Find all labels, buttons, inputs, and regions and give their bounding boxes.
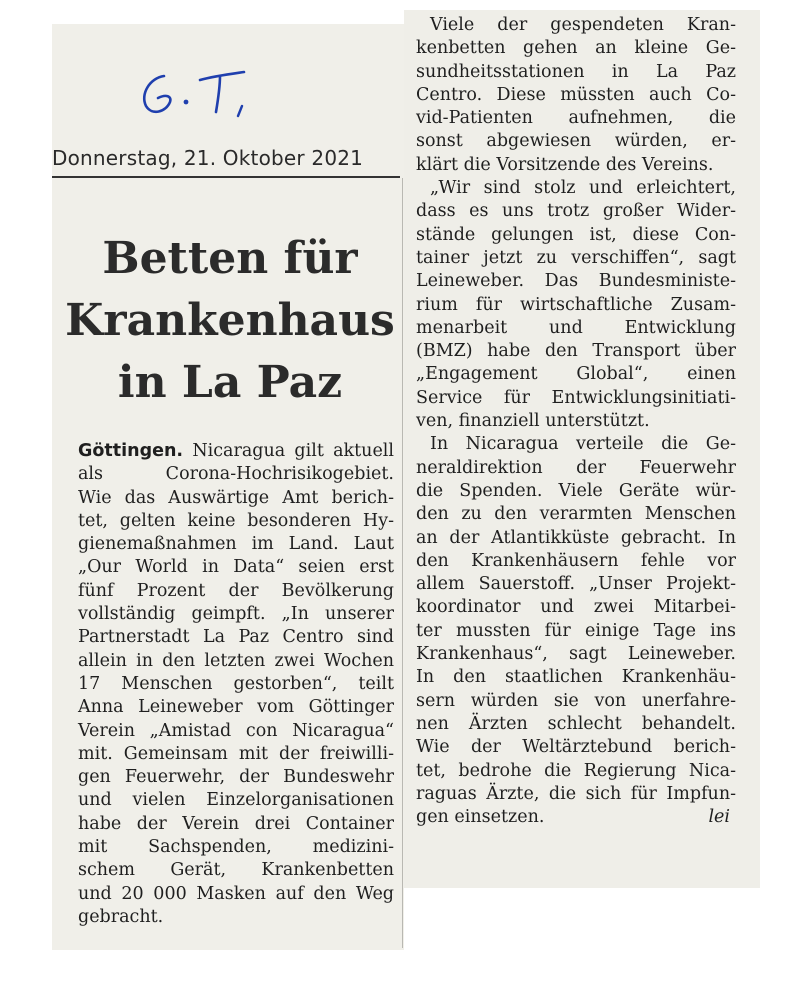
- author-initials: lei: [708, 807, 730, 828]
- article-text-line: und 20 000 Masken auf den Weg: [78, 883, 394, 904]
- article-text-fragment: Nicaragua gilt aktuell: [183, 441, 394, 461]
- article-text-line: Wie das Auswärtige Amt berich-: [78, 487, 394, 508]
- article-text-line: Viele der gespendeten Kran-: [430, 15, 736, 35]
- article-text-line: gen Feuerwehr, der Bundeswehr: [78, 767, 394, 788]
- article-text-line: den Krankenhäusern fehle vor: [416, 550, 736, 571]
- handwritten-note: [132, 56, 282, 126]
- headline: [60, 228, 400, 414]
- article-text-line: nen Ärzten schlecht behandelt.: [416, 713, 736, 734]
- article-text-line: sundheitsstationen in La Paz: [416, 61, 736, 82]
- article-text-line: [78, 440, 394, 463]
- article-text-line: gen einsetzen. lei: [416, 806, 736, 829]
- article-text-line: In den staatlichen Krankenhäu-: [416, 667, 736, 688]
- dateline-rule: [52, 176, 400, 178]
- article-text-line: sonst abgewiesen würden, er-: [416, 131, 736, 152]
- article-text-line: den zu den verarmten Menschen: [416, 504, 736, 525]
- dateline-place: Göttingen.: [78, 441, 184, 461]
- article-text-line: Centro. Diese müssten auch Co-: [416, 84, 736, 105]
- article-text-line: tet, bedrohe die Regierung Nica-: [416, 760, 736, 781]
- article-text-line: Partnerstadt La Paz Centro sind: [78, 627, 394, 648]
- article-text-line: 17 Menschen gestorben“, teilt: [78, 673, 394, 694]
- dateline: Donnerstag, 21. Oktober 2021: [52, 146, 364, 170]
- article-text-line: rium für wirtschaftliche Zusam-: [416, 294, 736, 315]
- article-text-line: In Nicaragua verteile die Ge-: [430, 434, 736, 455]
- article-text-line: allem Sauerstoff. „Unser Projekt-: [416, 574, 736, 595]
- article-text-line: und vielen Einzelorganisationen: [78, 790, 394, 811]
- article-text-line: habe der Verein drei Container: [78, 813, 394, 834]
- article-text-line: (BMZ) habe den Transport über: [416, 341, 736, 362]
- article-text-line: ven, finanziell unterstützt.: [416, 411, 650, 432]
- article-paragraph-2: [416, 14, 736, 177]
- article-text-line: an der Atlantikküste gebracht. In: [416, 527, 736, 548]
- column-divider: [402, 178, 403, 948]
- article-text-line: dass es uns trotz großer Wider-: [416, 201, 736, 222]
- article-text-line: gebracht.: [78, 906, 164, 927]
- article-text-line: Verein „Amistad con Nicaragua“: [78, 720, 394, 741]
- article-text-line: schem Gerät, Krankenbetten: [78, 860, 394, 881]
- article-text-line: mit. Gemeinsam mit der freiwilli-: [78, 743, 394, 764]
- article-text-line: kenbetten gehen an kleine Ge-: [416, 38, 736, 59]
- article-text-line: ter mussten für einige Tage ins: [416, 620, 736, 641]
- article-text-line: vid-Patienten aufnehmen, die: [416, 108, 736, 129]
- article-text-line: Wie der Weltärztebund berich-: [416, 737, 736, 758]
- article-paragraph-3: [416, 177, 736, 433]
- article-text-line: allein in den letzten zwei Wochen: [78, 650, 394, 671]
- article-text-line: raguas Ärzte, die sich für Impfun-: [416, 783, 736, 804]
- article-right-column: [416, 14, 736, 829]
- article-text-line: sern würden sie von unerfahre-: [416, 690, 736, 711]
- article-text-line: menarbeit und Entwicklung: [416, 317, 736, 338]
- headline-line-2: Krankenhaus: [65, 295, 395, 346]
- article-text-line: Krankenhaus“, sagt Leineweber.: [416, 644, 736, 665]
- article-paragraph-1: [78, 440, 394, 929]
- article-text-line: Anna Leineweber vom Göttinger: [78, 697, 394, 718]
- headline-line-3: in La Paz: [117, 357, 343, 408]
- article-text-line: fünf Prozent der Bevölkerung: [78, 580, 394, 601]
- article-text-line: „Engagement Global“, einen: [416, 364, 736, 385]
- article-text-line: klärt die Vorsitzende des Vereins.: [416, 154, 714, 175]
- article-paragraph-4: [416, 433, 736, 829]
- article-text-line: koordinator und zwei Mitarbei-: [416, 597, 736, 618]
- headline-line-1: Betten für: [102, 233, 358, 284]
- article-left-column: [78, 440, 394, 929]
- article-text-line: mit Sachspenden, medizini-: [78, 837, 394, 858]
- article-text-line: stände gelungen ist, diese Con-: [416, 224, 736, 245]
- article-text-line: als Corona-Hochrisikogebiet.: [78, 464, 394, 485]
- article-text-line: „Wir sind stolz und erleichtert,: [430, 178, 736, 199]
- article-text-line: die Spenden. Viele Geräte wür-: [416, 480, 736, 501]
- article-text-line: tainer jetzt zu verschiffen“, sagt: [416, 247, 736, 268]
- article-text-line: vollständig geimpft. „In unserer: [78, 604, 394, 625]
- article-text-line: „Our World in Data“ seien erst: [78, 557, 394, 578]
- article-text-line: Leineweber. Das Bundesministe-: [416, 271, 736, 292]
- article-text-line: gienemaßnahmen im Land. Laut: [78, 534, 394, 555]
- article-text-line: tet, gelten keine besonderen Hy-: [78, 510, 394, 531]
- article-text-line: Service für Entwicklungsinitiati-: [416, 387, 736, 408]
- article-text-line: neraldirektion der Feuerwehr: [416, 457, 736, 478]
